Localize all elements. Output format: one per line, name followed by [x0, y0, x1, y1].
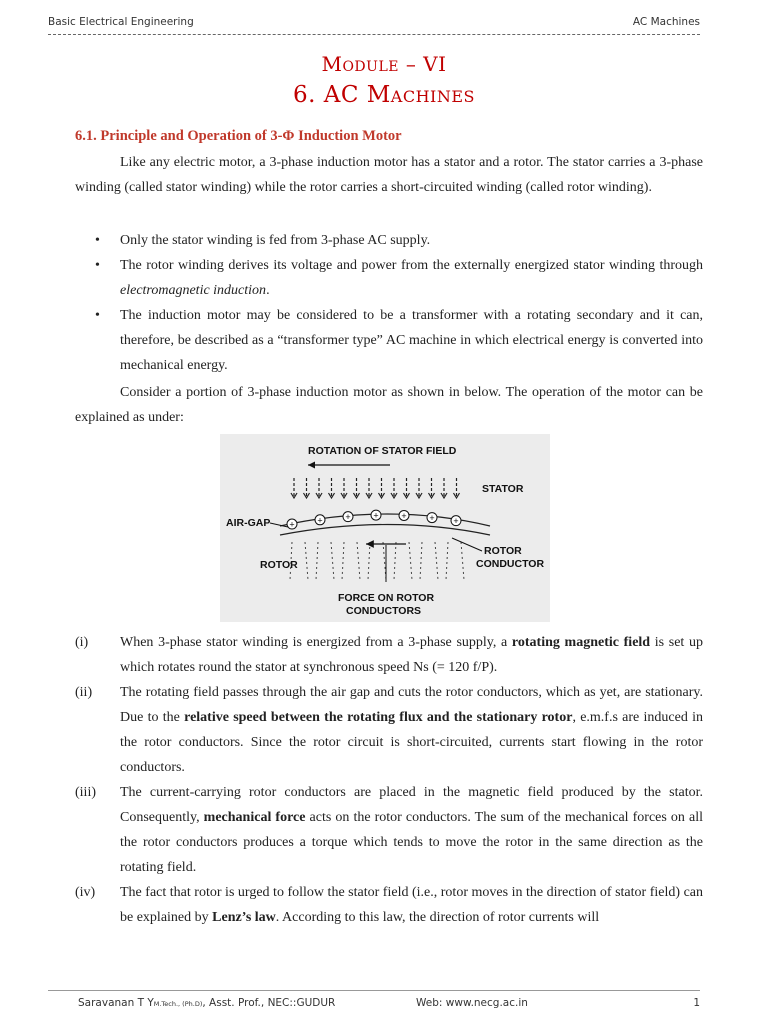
rotor-field-line: [435, 542, 438, 580]
rotor-label: ROTOR: [260, 559, 298, 571]
bullet-text: The induction motor may be considered to be a transformer with a rotating secondary and it can, therefore, be described as a “transformer type” AC machine in which electrical energy is converted into mechanical energy.: [120, 308, 703, 373]
page-footer: [48, 990, 700, 1013]
rotor-field-line: [394, 542, 396, 580]
step-item: [75, 680, 703, 780]
rotor-field-line: [305, 542, 308, 580]
step-bold-term: mechanical force: [203, 810, 306, 825]
footer-designation: , Asst. Prof., NEC::GUDUR: [202, 997, 336, 1009]
consider-paragraph: Consider a portion of 3-phase induction motor as shown in below. The operation of the motor can be explained as under:: [75, 385, 703, 425]
footer-author: Saravanan T Y: [78, 997, 154, 1009]
module-title: Module – VI: [321, 52, 447, 76]
rotor-field-lines: [290, 542, 464, 580]
induction-motor-figure: [220, 434, 550, 622]
step-number: (iv): [75, 885, 96, 900]
rotor-conductor-symbol: +: [317, 515, 323, 526]
step-text: The rotating field passes through the air gap and cuts the rotor conductors, which as yet, are stationary. Due to the: [120, 685, 703, 725]
force-label-2: CONDUCTORS: [346, 605, 422, 617]
stator-label: STATOR: [482, 483, 524, 495]
rotor-field-line: [446, 542, 448, 580]
chapter-title: 6. AC Machines: [292, 82, 476, 108]
rotor-conductor-symbol: +: [401, 510, 407, 521]
bullet-text: Only the stator winding is fed from 3-phase AC supply.: [120, 233, 431, 248]
step-bold-term: relative speed between the rotating flux and the stationary rotor: [184, 710, 573, 725]
step-item: [75, 630, 703, 680]
step-item: [75, 780, 703, 880]
step-text: The fact that rotor is urged to follow the stator field (i.e., rotor moves in the direction of stator field) can be explained by: [120, 885, 703, 925]
rotor-conductor-symbol: +: [289, 519, 295, 530]
rotation-label: ROTATION OF STATOR FIELD: [308, 445, 457, 457]
rotor-field-line: [342, 542, 344, 580]
airgap-label: AIR-GAP: [226, 517, 271, 529]
stator-field-arrows: [291, 478, 460, 498]
rotor-field-line: [420, 542, 422, 580]
header-chapter-title: AC Machines: [632, 16, 700, 28]
bullet-icon: •: [95, 258, 100, 273]
rotor-conductor-pointer: [452, 538, 482, 551]
rotor-conductor-symbol: +: [373, 510, 379, 521]
page-header: [48, 14, 700, 35]
step-text-end: , e.m.f.s are induced in the rotor conductors. Since the rotor circuit is short-circuited, currents start flowing in the rotor conductors.: [120, 710, 703, 775]
bullet-text-end: .: [266, 283, 270, 298]
rotor-conductor-label: ROTOR: [484, 545, 522, 557]
rotor-field-line: [316, 542, 318, 580]
step-text-end: acts on the rotor conductors. The sum of the mechanical forces on all the rotor conductors produces a torque which tends to move the rotor in the same direction as the rotating field.: [120, 810, 703, 875]
operation-steps: [75, 630, 703, 930]
rotor-conductor-symbol: +: [429, 513, 435, 524]
header-course-title: Basic Electrical Engineering: [48, 16, 194, 28]
step-number: (ii): [75, 685, 93, 700]
rotor-conductor-symbol: +: [453, 516, 459, 527]
bullet-list: [75, 228, 703, 378]
bullet-item: [75, 228, 703, 253]
footer-degrees: M.Tech., (Ph.D): [153, 1000, 203, 1008]
force-label: FORCE ON ROTOR: [338, 592, 435, 604]
step-number: (iii): [75, 785, 96, 800]
step-text: When 3-phase stator winding is energized from a 3-phase supply, a: [120, 635, 512, 650]
rotor-conductor-label-2: CONDUCTOR: [476, 558, 545, 570]
step-bold-term: rotating magnetic field: [511, 635, 651, 650]
step-text-end: is set up which rotates round the stator at synchronous speed Ns (= 120 f/P).: [120, 635, 703, 675]
induction-motor-diagram: [220, 434, 550, 622]
footer-author-block: [78, 997, 335, 1009]
bullet-item: [75, 253, 703, 303]
bullet-item: [75, 303, 703, 378]
step-number: (i): [75, 635, 89, 650]
rotor-field-line: [357, 542, 360, 580]
bullet-icon: •: [95, 233, 100, 248]
step-text-end: . According to this law, the direction of rotor currents will: [275, 910, 600, 925]
bullet-text: The rotor winding derives its voltage and power from the externally energized stator winding through: [120, 258, 703, 273]
page-number: 1: [693, 997, 700, 1009]
rotor-field-line: [461, 542, 464, 580]
step-item: [75, 880, 703, 930]
step-text: The current-carrying rotor conductors are placed in the magnetic field produced by the stator. Consequently,: [120, 785, 703, 825]
section-heading: 6.1. Principle and Operation of 3-Φ Induction Motor: [75, 128, 402, 144]
intro-paragraph: Like any electric motor, a 3-phase induction motor has a stator and a rotor. The stator carries a 3-phase winding (called stator winding) while the rotor carries a short-circuited winding (called rotor winding).: [75, 155, 703, 195]
step-bold-term: Lenz’s law: [212, 910, 276, 925]
bullet-emphasis: electromagnetic induction: [120, 283, 267, 298]
rotor-field-line: [409, 542, 412, 580]
rotor-field-line: [368, 542, 370, 580]
rotor-conductor-symbol: +: [345, 512, 351, 523]
rotor-field-line: [331, 542, 334, 580]
footer-website: Web: www.necg.ac.in: [416, 997, 528, 1009]
bullet-icon: •: [95, 308, 100, 323]
